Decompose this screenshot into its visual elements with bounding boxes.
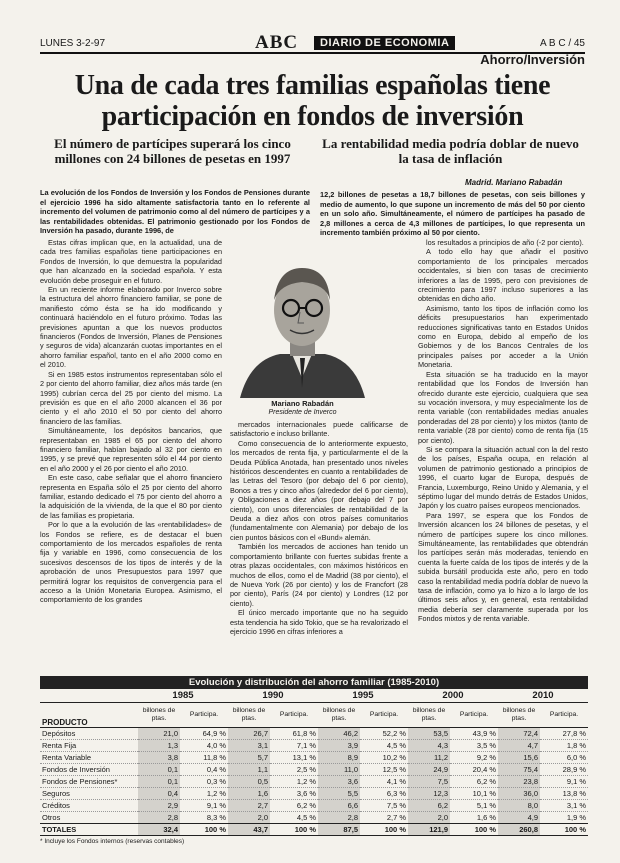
value-share: 10,1 % bbox=[450, 788, 498, 800]
product-name: Otros bbox=[40, 812, 138, 824]
paragraph: Simultáneamente, los depósitos bancarios, que representaban en 1985 el 65 por ciento del ahorro financiero familiar, habían bajado al 32 por ciento en 1995, y se prevé que representen sólo el 44 por ciento en el año 2000 y el 26 por ciento el año 2010. bbox=[40, 426, 222, 473]
paragraph: El único mercado importante que no ha seguido esta tendencia ha sido Tokio, que se ha revalorizado el ejercicio 1996 en cifras inferiores a bbox=[230, 608, 408, 636]
value-billions: 15,6 bbox=[498, 752, 540, 764]
value-share: 61,8 % bbox=[270, 728, 318, 740]
product-header: PRODUCTO bbox=[40, 703, 138, 728]
value-billions: 87,5 bbox=[318, 824, 360, 836]
value-share: 0,3 % bbox=[180, 776, 228, 788]
value-billions: 32,4 bbox=[138, 824, 180, 836]
billions-header: billones de ptas. bbox=[318, 703, 360, 728]
value-share: 3,5 % bbox=[450, 740, 498, 752]
value-share: 43,9 % bbox=[450, 728, 498, 740]
value-billions: 2,8 bbox=[318, 812, 360, 824]
value-billions: 4,9 bbox=[498, 812, 540, 824]
value-billions: 43,7 bbox=[228, 824, 270, 836]
year-header: 1990 bbox=[228, 689, 318, 703]
value-billions: 75,4 bbox=[498, 764, 540, 776]
value-billions: 12,3 bbox=[408, 788, 450, 800]
value-billions: 1,3 bbox=[138, 740, 180, 752]
value-share: 8,3 % bbox=[180, 812, 228, 824]
value-billions: 2,7 bbox=[228, 800, 270, 812]
lead-paragraph-right: 12,2 billones de pesetas a 18,7 billones de pesetas, con seis billones y medio de aumento, lo que supone un incremento de más del 50 por ciento en un solo año. Simultáneamente, el número de partícipes ha pasado de 2,8 millones a cerca de 4,3 millones de partícipes, lo que representa un incremento también próximo al 50 por ciento. bbox=[320, 190, 585, 238]
body-column-1 bbox=[40, 238, 222, 670]
value-billions: 2,0 bbox=[228, 812, 270, 824]
paragraph: los resultados a principios de año (-2 por ciento). bbox=[426, 238, 584, 247]
paragraph: En un reciente informe elaborado por Inverco sobre la estructura del ahorro financiero familiar, se pone de manifiesto cómo ésta se ha ido modificando y continuará haciéndolo en el futuro próximo. Todas las previsiones apuntan a que los nuevos productos financieros (Fondos de Inversión, Planes de Pensiones y seguros de vida) alcanzarán cuotas importantes en el ahorro familiar español, tanto en el año 2000 como en el 2010. bbox=[40, 285, 222, 370]
value-share: 13,1 % bbox=[270, 752, 318, 764]
value-billions: 6,2 bbox=[408, 800, 450, 812]
value-share: 9,1 % bbox=[540, 776, 588, 788]
table-row bbox=[40, 788, 588, 800]
paragraph: Por lo que a la evolución de las «rentabilidades» de los Fondos se refiere, es de destacar el buen comportamiento de los mercados españoles de renta fija y variable en 1996, como consecuencia de los sucesivos descensos de los tipos de interés y de la aprobación de unos Presupuestos para 1997 que permitirá lograr los requisitos de convergencia para el acceso a la Unión Monetaria Europea. Asimismo, el comportamiento de los grandes bbox=[40, 520, 222, 605]
value-share: 7,5 % bbox=[360, 800, 408, 812]
paragraph: Esta situación se ha traducido en la mayor rentabilidad que los Fondos de Inversión han ofrecido durante este ejercicio, cualquiera que sea su vocación inversora, y muy especialmente los de renta variable (con rentabilidades medias anuales ponderadas del 28 por ciento) y los mixtos (tanto de renta variable (28 por ciento) como de renta fija (15 por ciento). bbox=[418, 369, 588, 445]
value-billions: 72,4 bbox=[498, 728, 540, 740]
paragraph: Para 1997, se espera que los Fondos de Inversión alcancen los 24 billones de pesetas, y el número de partícipes supere los cinco millones. Simultáneamente, las rentabilidades que obtendrán los partícipes serán más moderadas, teniendo en cuenta la fuerte caída de los tipos de interés y de la subida bursátil producida este año, pero en todo caso la rentabilidad media podría doblar de nuevo la tasa de inflación, como ya lo hizo a lo largo de los últimos seis años y, en general, esta rentabilidad media debería ser claramente superada por los Fondos mixtos y de renta variable. bbox=[418, 510, 588, 624]
value-billions: 2,9 bbox=[138, 800, 180, 812]
year-header: 2000 bbox=[408, 689, 498, 703]
value-share: 1,8 % bbox=[540, 740, 588, 752]
value-billions: 1,6 bbox=[228, 788, 270, 800]
paragraph: Estas cifras implican que, en la actualidad, una de cada tres familias españolas tiene participaciones en Fondos de Inversión, lo que demuestra la popularidad que han alcanzado en la sociedad española. Y esta evolución debe proseguir en el futuro. bbox=[40, 238, 222, 285]
table-row bbox=[40, 752, 588, 764]
year-header-row bbox=[40, 689, 588, 703]
value-share: 100 % bbox=[270, 824, 318, 836]
value-billions: 2,8 bbox=[138, 812, 180, 824]
issue-date: LUNES 3-2-97 bbox=[40, 38, 106, 49]
value-share: 1,9 % bbox=[540, 812, 588, 824]
value-share: 0,4 % bbox=[180, 764, 228, 776]
paragraph: También los mercados de acciones han tenido un comportamiento brillante con fuertes subidas frente a otras plazas occidentales, con máximos históricos en muchos de ellos, como el de Madrid (38 por ciento), el de Nueva York (26 por ciento) y los de Francfort (28 por ciento), París (24 por ciento) y Londres (12 por ciento). bbox=[230, 542, 408, 608]
value-share: 2,7 % bbox=[360, 812, 408, 824]
value-share: 100 % bbox=[360, 824, 408, 836]
value-share: 100 % bbox=[180, 824, 228, 836]
table-row bbox=[40, 728, 588, 740]
value-billions: 1,1 bbox=[228, 764, 270, 776]
totals-row bbox=[40, 824, 588, 836]
newspaper-logo: ABC bbox=[255, 32, 299, 53]
table-row bbox=[40, 740, 588, 752]
billions-header: billones de ptas. bbox=[228, 703, 270, 728]
value-share: 1,2 % bbox=[270, 776, 318, 788]
value-billions: 2,0 bbox=[408, 812, 450, 824]
value-billions: 0,5 bbox=[228, 776, 270, 788]
value-billions: 26,7 bbox=[228, 728, 270, 740]
product-name: Renta Variable bbox=[40, 752, 138, 764]
photo-caption-name: Mariano Rabadán bbox=[271, 399, 334, 408]
portrait-photo bbox=[230, 248, 375, 398]
value-billions: 46,2 bbox=[318, 728, 360, 740]
value-share: 1,2 % bbox=[180, 788, 228, 800]
value-billions: 3,9 bbox=[318, 740, 360, 752]
value-billions: 5,5 bbox=[318, 788, 360, 800]
value-share: 7,1 % bbox=[270, 740, 318, 752]
product-name: Fondos de Inversión bbox=[40, 764, 138, 776]
supplement-name: DIARIO DE ECONOMIA bbox=[314, 36, 455, 50]
lead-paragraph-left: La evolución de los Fondos de Inversión y los Fondos de Pensiones durante el ejercicio 1996 ha sido altamente satisfactoria tanto en lo referente al incremento del volumen de patrimonio como al del número de partícipes y a las rentabilidades obtenidas. El patrimonio gestionado por los Fondos de Inversión ha pasado, durante 1996, de bbox=[40, 188, 310, 236]
value-billions: 24,9 bbox=[408, 764, 450, 776]
value-share: 64,9 % bbox=[180, 728, 228, 740]
value-billions: 21,0 bbox=[138, 728, 180, 740]
product-name: Créditos bbox=[40, 800, 138, 812]
table-footnote: * Incluye los Fondos internos (reservas contables) bbox=[40, 838, 185, 845]
paragraph: Como consecuencia de lo anteriormente expuesto, los mercados de renta fija, y particularmente el de la Deuda Pública Anotada, han presentado unos niveles históricos descendentes en cuanto a rentabilidades de las Letras del Tesoro (por debajo del 6 por ciento), Bonos a tres y cinco años (alrededor del 6 por ciento), y Obligaciones a diez años (por debajo del 7 por ciento), con unos diferenciales de rentabilidad de la Deuda a diez años con otros países comunitarios (fundamentalmente con Alemania) por debajo de los cien puntos básicos con el «Bund» alemán. bbox=[230, 438, 408, 542]
byline: Madrid. Mariano Rabadán bbox=[465, 178, 563, 187]
table-body bbox=[40, 728, 588, 836]
value-billions: 8,0 bbox=[498, 800, 540, 812]
value-billions: 0,4 bbox=[138, 788, 180, 800]
value-billions: 0,1 bbox=[138, 764, 180, 776]
page-number: A B C / 45 bbox=[539, 38, 585, 49]
share-header: Participa. bbox=[180, 703, 228, 728]
table-title: Evolución y distribución del ahorro familiar (1985-2010) bbox=[40, 676, 588, 689]
value-share: 3,6 % bbox=[270, 788, 318, 800]
photo-caption-role: Presidente de Inverco bbox=[268, 409, 337, 416]
value-share: 4,0 % bbox=[180, 740, 228, 752]
value-share: 100 % bbox=[540, 824, 588, 836]
value-share: 4,5 % bbox=[270, 812, 318, 824]
value-share: 11,8 % bbox=[180, 752, 228, 764]
billions-header: billones de ptas. bbox=[498, 703, 540, 728]
data-table bbox=[40, 689, 588, 836]
subhead-right: La rentabilidad media podría doblar de nuevo la tasa de inflación bbox=[322, 136, 579, 166]
value-share: 9,2 % bbox=[450, 752, 498, 764]
value-billions: 53,5 bbox=[408, 728, 450, 740]
value-share: 6,2 % bbox=[270, 800, 318, 812]
share-header: Participa. bbox=[540, 703, 588, 728]
value-share: 3,1 % bbox=[540, 800, 588, 812]
value-billions: 3,6 bbox=[318, 776, 360, 788]
value-share: 6,2 % bbox=[450, 776, 498, 788]
value-billions: 11,0 bbox=[318, 764, 360, 776]
value-billions: 0,1 bbox=[138, 776, 180, 788]
body-column-3 bbox=[418, 238, 588, 670]
paragraph: Si se compara la situación actual con la del resto de los países, España ocupa, en relación al volumen de patrimonio gestionado a principios de 1996, el cuarto lugar de Europa, después de Francia, Luxemburgo, Reino Unido y Alemania, y el séptimo lugar del mundo detrás de Estados Unidos, Japón y los cuatro países europeos mencionados. bbox=[418, 444, 588, 511]
table-row bbox=[40, 800, 588, 812]
year-header: 2010 bbox=[498, 689, 588, 703]
year-header: 1995 bbox=[318, 689, 408, 703]
value-share: 52,2 % bbox=[360, 728, 408, 740]
headline: Una de cada tres familias españolas tiene participación en fondos de inversión bbox=[74, 70, 551, 132]
value-billions: 6,6 bbox=[318, 800, 360, 812]
value-share: 6,0 % bbox=[540, 752, 588, 764]
value-billions: 3,8 bbox=[138, 752, 180, 764]
value-billions: 121,9 bbox=[408, 824, 450, 836]
value-share: 4,1 % bbox=[360, 776, 408, 788]
product-name: TOTALES bbox=[40, 824, 138, 836]
share-header: Participa. bbox=[450, 703, 498, 728]
subhead-left: El número de partícipes superará los cinco millones con 24 billones de pesetas en 1997 bbox=[54, 136, 291, 166]
value-share: 1,6 % bbox=[450, 812, 498, 824]
value-share: 12,5 % bbox=[360, 764, 408, 776]
body-column-2 bbox=[230, 420, 408, 670]
product-name: Seguros bbox=[40, 788, 138, 800]
value-billions: 7,5 bbox=[408, 776, 450, 788]
year-header: 1985 bbox=[138, 689, 228, 703]
value-share: 2,5 % bbox=[270, 764, 318, 776]
product-name: Depósitos bbox=[40, 728, 138, 740]
value-share: 9,1 % bbox=[180, 800, 228, 812]
value-share: 20,4 % bbox=[450, 764, 498, 776]
value-share: 6,3 % bbox=[360, 788, 408, 800]
billions-header: billones de ptas. bbox=[408, 703, 450, 728]
value-share: 27,8 % bbox=[540, 728, 588, 740]
section-title: Ahorro/Inversión bbox=[480, 52, 585, 67]
value-share: 100 % bbox=[450, 824, 498, 836]
column-header-row bbox=[40, 703, 588, 728]
value-billions: 260,8 bbox=[498, 824, 540, 836]
billions-header: billones de ptas. bbox=[138, 703, 180, 728]
table-row bbox=[40, 764, 588, 776]
savings-table bbox=[40, 676, 588, 845]
value-billions: 8,9 bbox=[318, 752, 360, 764]
value-billions: 11,2 bbox=[408, 752, 450, 764]
paragraph: Si en 1985 estos instrumentos representaban sólo el 2 por ciento del ahorro familiar, diez años más tarde (en 1995) cubrían cerca del 25 por ciento del mismo. La previsión es que en el año 2000 alcancen el 36 por ciento y el año 2010 el 50 por ciento del ahorro financiero de las familias. bbox=[40, 369, 222, 426]
value-billions: 4,7 bbox=[498, 740, 540, 752]
value-share: 4,5 % bbox=[360, 740, 408, 752]
value-billions: 23,8 bbox=[498, 776, 540, 788]
paragraph: Asimismo, tanto los tipos de inflación como los déficits presupuestarios han experimentado reducciones significativas tanto en Estados Unidos como en Europa, debido al empeño de los Gobiernos y de los Bancos Centrales de los principales países por acceder a la Unión Monetaria. bbox=[418, 303, 588, 370]
product-name: Fondos de Pensiones* bbox=[40, 776, 138, 788]
value-share: 28,9 % bbox=[540, 764, 588, 776]
value-billions: 5,7 bbox=[228, 752, 270, 764]
table-row bbox=[40, 776, 588, 788]
value-billions: 3,1 bbox=[228, 740, 270, 752]
paragraph: En este caso, cabe señalar que el ahorro financiero representa en España sólo el 25 por ciento del ahorro familiar, estando dedicado el 75 por ciento del ahorro a la adquisición de la vivienda, de la que el 80 por ciento de las familias es propietaria. bbox=[40, 473, 222, 520]
paragraph: mercados internacionales puede calificarse de satisfactorio e incluso brillante. bbox=[230, 420, 408, 439]
share-header: Participa. bbox=[270, 703, 318, 728]
value-share: 5,1 % bbox=[450, 800, 498, 812]
value-billions: 36,0 bbox=[498, 788, 540, 800]
paragraph: A todo ello hay que añadir el positivo comportamiento de los principales mercados occidentales, si bien con tasas de crecimiento inferiores a las de 1995, pero con previsiones de crecimiento para 1997 incluso superiores a las obtenidas en dicho año. bbox=[418, 247, 588, 304]
value-billions: 4,3 bbox=[408, 740, 450, 752]
product-name: Renta Fija bbox=[40, 740, 138, 752]
table-row bbox=[40, 812, 588, 824]
value-share: 10,2 % bbox=[360, 752, 408, 764]
share-header: Participa. bbox=[360, 703, 408, 728]
value-share: 13,8 % bbox=[540, 788, 588, 800]
